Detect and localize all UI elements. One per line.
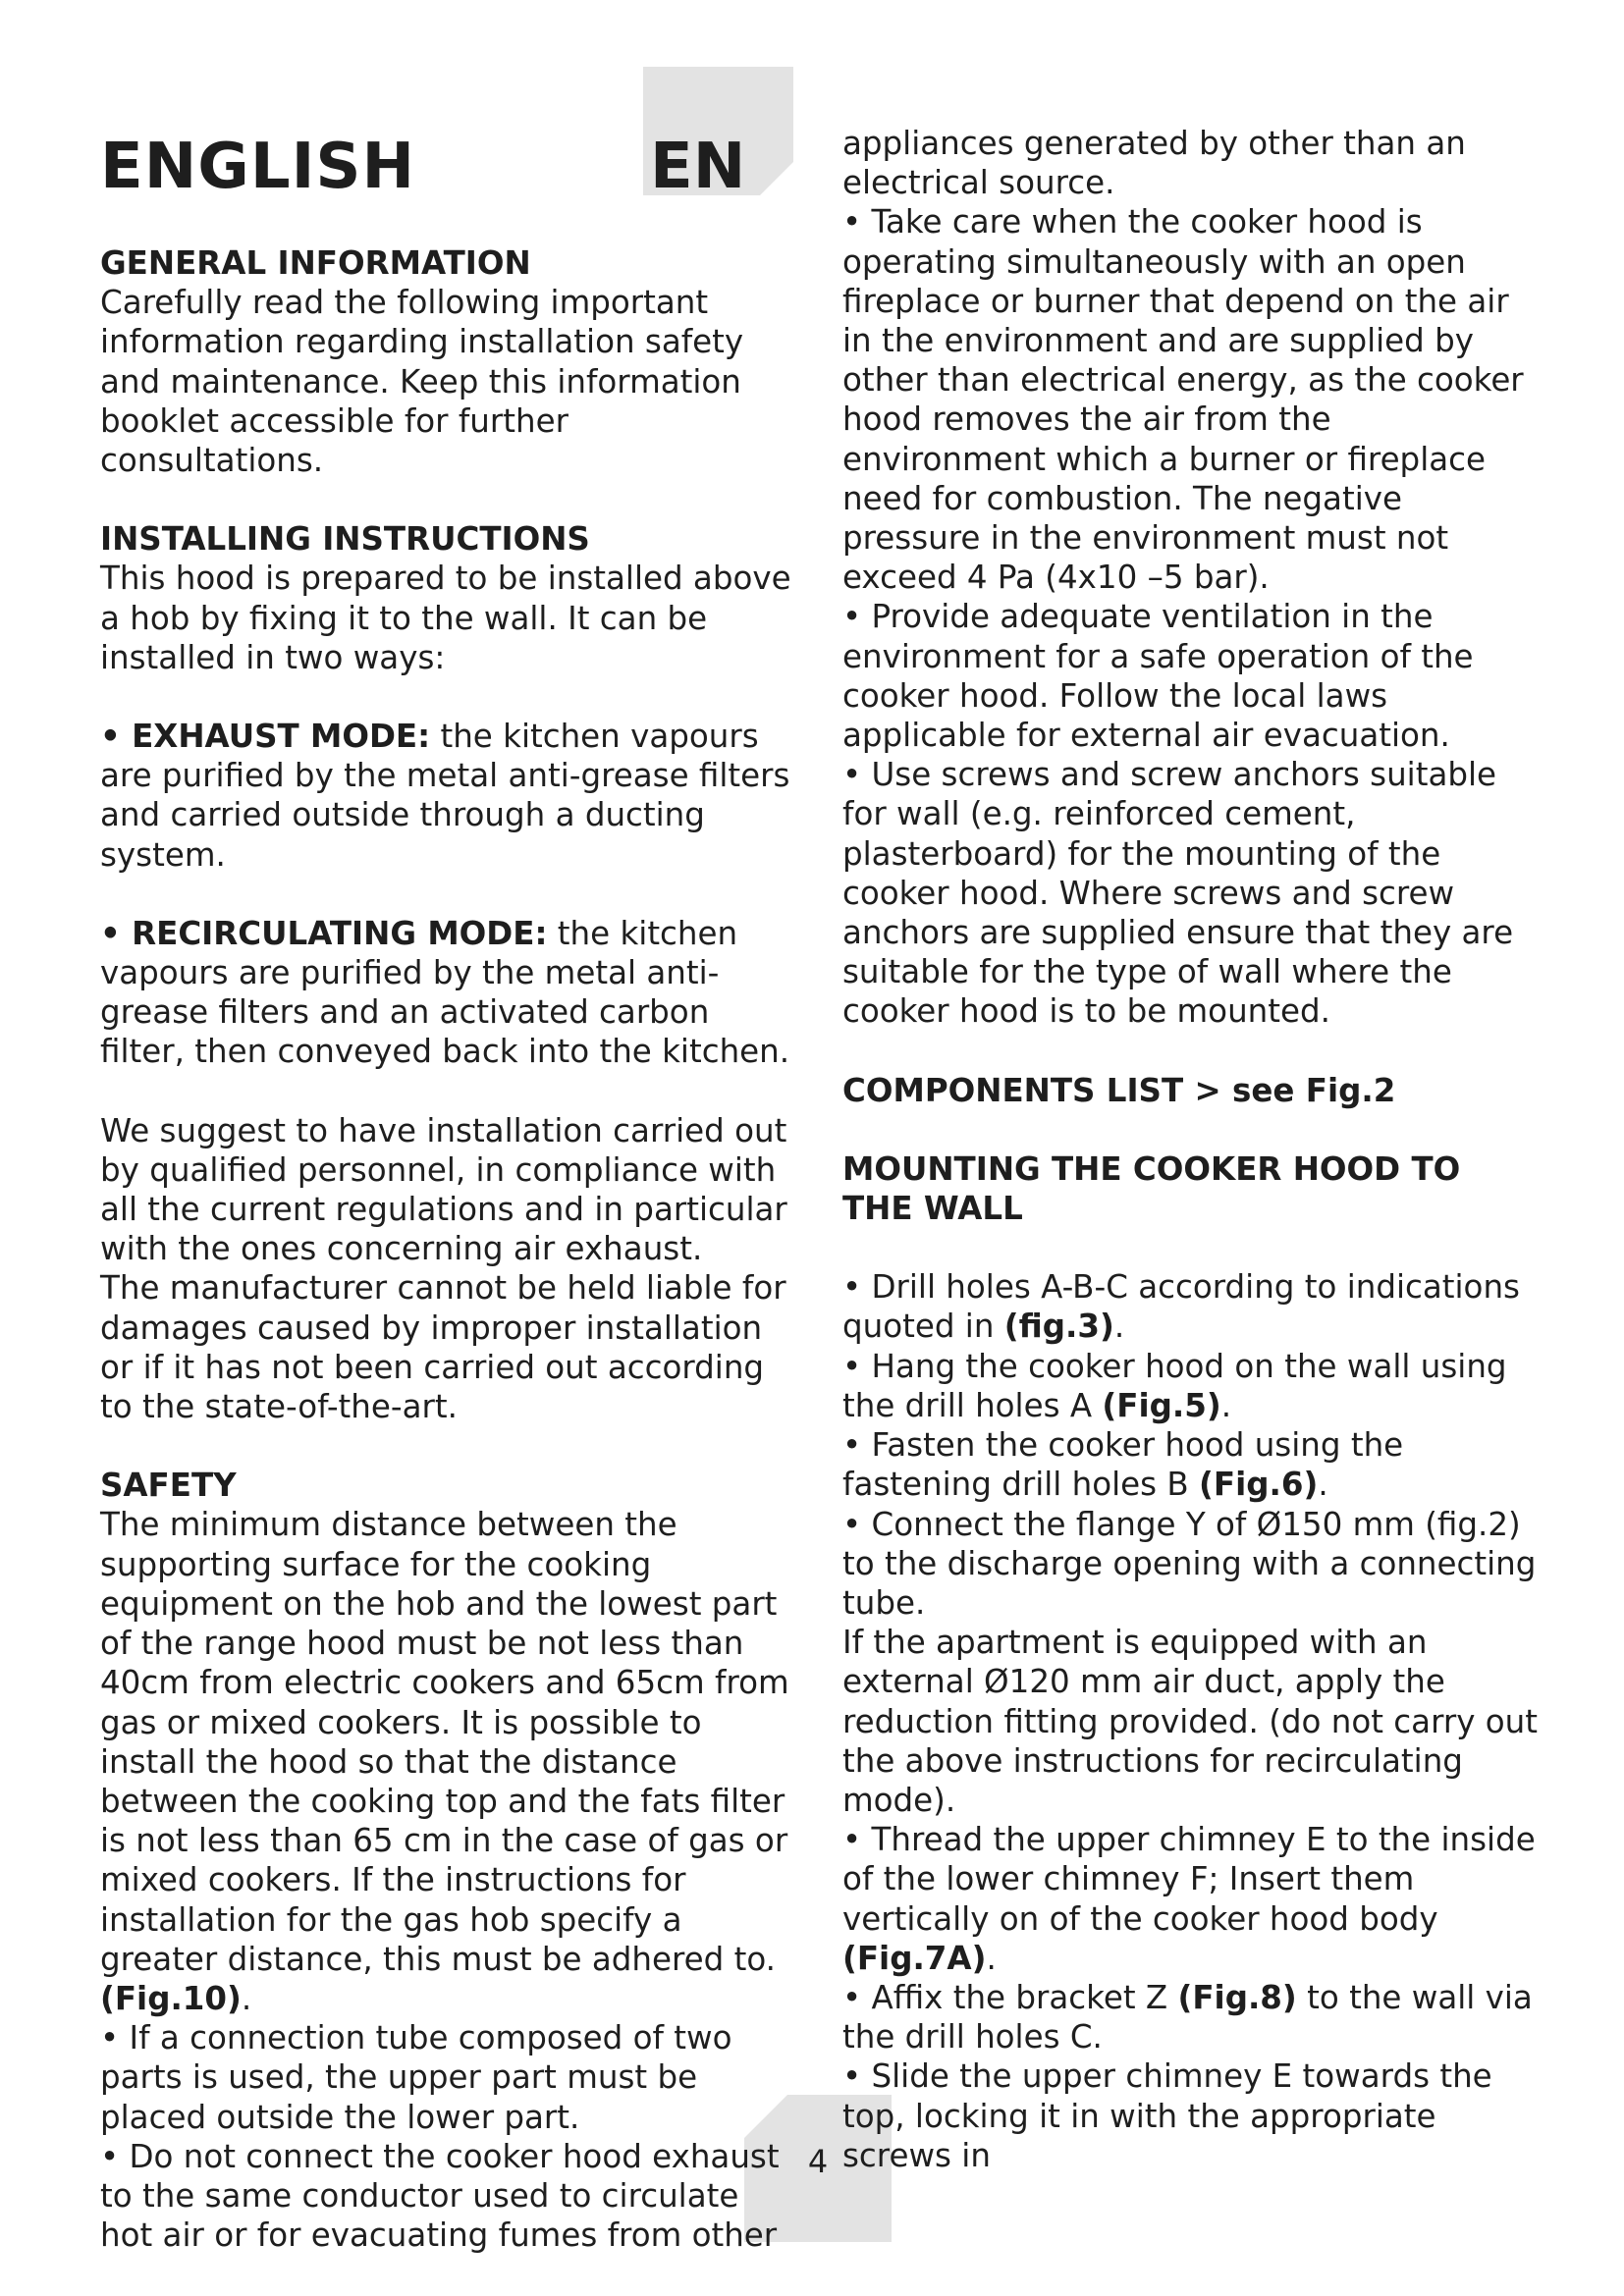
fasten-end: . — [1318, 1466, 1328, 1504]
left-column — [100, 243, 799, 2255]
drill-holes-paragraph — [842, 1267, 1542, 1346]
recirculating-mode-text: the kitchen vapours are purified by the metal anti-grease filters and an activated carbon filter, then conveyed back into the kitchen. — [100, 914, 790, 1071]
slide-chimney-text: • Slide the upper chimney E towards the top, locking it in with the appropriate screws in — [842, 2057, 1492, 2174]
components-list-heading: COMPONENTS LIST > see Fig.2 — [842, 1071, 1396, 1109]
continued-text: appliances generated by other than an electrical source. — [842, 125, 1466, 202]
suggestion-text: We suggest to have installation carried out by qualified personnel, in compliance with all the current regulations and in particular with the ones concerning air exhaust. — [100, 1111, 787, 1268]
safety-end: . — [241, 1979, 252, 2017]
safety-paragraph — [100, 1505, 799, 2018]
drill-holes-end: . — [1113, 1308, 1125, 1346]
affix-bracket-end: to the wall via the drill holes C. — [842, 1978, 1533, 2056]
thread-chimney-end: . — [986, 1939, 997, 1977]
hang-text: • Hang the cooker hood on the wall using the drill holes A — [842, 1347, 1507, 1424]
safety-text: The minimum distance between the supporting surface for the cooking equipment on the hob and the lowest part of the range hood must be not less than 40cm from electric cookers and 65cm from gas or mixed cookers. It is possible to install the hood so that the distance between the cooking top and the fats filter is not less than 65 cm in the case of gas or mixed cookers. If the instructions for installation for the gas hob specify a greater distance, this must be adhered to. — [100, 1506, 789, 1978]
ventilation-text: • Provide adequate ventilation in the environment for a safe operation of the cooker hood. Follow the local laws applicable for external air evacuation. — [842, 598, 1474, 755]
screws-text: • Use screws and screw anchors suitable for wall (e.g. reinforced cement, plasterboard) for the mounting of the cooker hood. Where screws and screw anchors are supplied ensure that they are suitable for the type of wall where the cooker hood is to be mounted. — [842, 756, 1514, 1031]
hang-paragraph — [842, 1347, 1542, 1425]
hang-end: . — [1220, 1386, 1232, 1424]
fasten-text: • Fasten the cooker hood using the fastening drill holes B — [842, 1426, 1404, 1504]
drill-holes-text: • Drill holes A-B-C according to indications quoted in — [842, 1268, 1520, 1346]
hang-figure-ref: (Fig.5) — [1102, 1386, 1221, 1424]
installing-instructions-heading: INSTALLING INSTRUCTIONS — [100, 520, 590, 559]
affix-bracket-paragraph — [842, 1978, 1542, 2056]
page-number: 4 — [807, 2143, 829, 2180]
language-title: ENGLISH — [100, 131, 416, 203]
fasten-paragraph — [842, 1425, 1542, 1504]
general-information-heading: GENERAL INFORMATION — [100, 244, 531, 282]
mounting-heading: MOUNTING THE COOKER HOOD TO THE WALL — [842, 1149, 1461, 1228]
thread-chimney-figure-ref: (Fig.7A) — [842, 1939, 987, 1977]
fasten-figure-ref: (Fig.6) — [1199, 1466, 1319, 1504]
conductor-text: • Do not connect the cooker hood exhaust to the same conductor used to circulate hot air or for evacuating fumes from other — [100, 2137, 780, 2255]
thread-chimney-paragraph — [842, 1820, 1542, 1978]
recirculating-mode-label: • RECIRCULATING MODE: — [100, 914, 548, 952]
affix-bracket-text: • Affix the bracket Z — [842, 1978, 1178, 2016]
flange-text: • Connect the flange Y of Ø150 mm (fig.2) to the discharge opening with a connecting tube. — [842, 1505, 1537, 1622]
drill-holes-figure-ref: (fig.3) — [1003, 1308, 1114, 1346]
recirculating-mode-paragraph — [100, 914, 799, 1072]
manufacturer-liability-text: The manufacturer cannot be held liable for damages caused by improper installation or if it has not been carried out according to the state-of-the-art. — [100, 1269, 786, 1426]
installing-instructions-text: This hood is prepared to be installed above a hob by fixing it to the wall. It can be installed in two ways: — [100, 560, 791, 676]
safety-figure-ref: (Fig.10) — [100, 1979, 242, 2017]
safety-heading: SAFETY — [100, 1467, 237, 1505]
right-column — [842, 124, 1542, 2175]
air-duct-text: If the apartment is equipped with an external Ø120 mm air duct, apply the reduction fitting provided. (do not carry out the above instructions for recirculating mode). — [842, 1624, 1539, 1819]
affix-bracket-figure-ref: (Fig.8) — [1177, 1978, 1297, 2016]
general-information-text: Carefully read the following important information regarding installation safety and maintenance. Keep this information booklet accessible for further consultations. — [100, 284, 744, 480]
exhaust-mode-label: • EXHAUST MODE: — [100, 718, 431, 756]
language-code: EN — [650, 131, 746, 203]
exhaust-mode-text: the kitchen vapours are purified by the metal anti-grease filters and carried outside through a ducting system. — [100, 718, 790, 874]
simultaneous-operation-text: • Take care when the cooker hood is operating simultaneously with an open fireplace or burner that depend on the air in the environment and are supplied by other than electrical energy, as the cooker hood removes the air from the environment which a burner or fireplace need for combustion. The negative pressure in the environment must not exceed 4 Pa (4x10 –5 bar). — [842, 203, 1524, 597]
thread-chimney-text: • Thread the upper chimney E to the inside of the lower chimney F; Insert them vertically on of the cooker hood body — [842, 1821, 1536, 1938]
exhaust-mode-paragraph — [100, 717, 799, 875]
connection-tube-text: • If a connection tube composed of two parts is used, the upper part must be placed outside the lower part. — [100, 2019, 732, 2136]
